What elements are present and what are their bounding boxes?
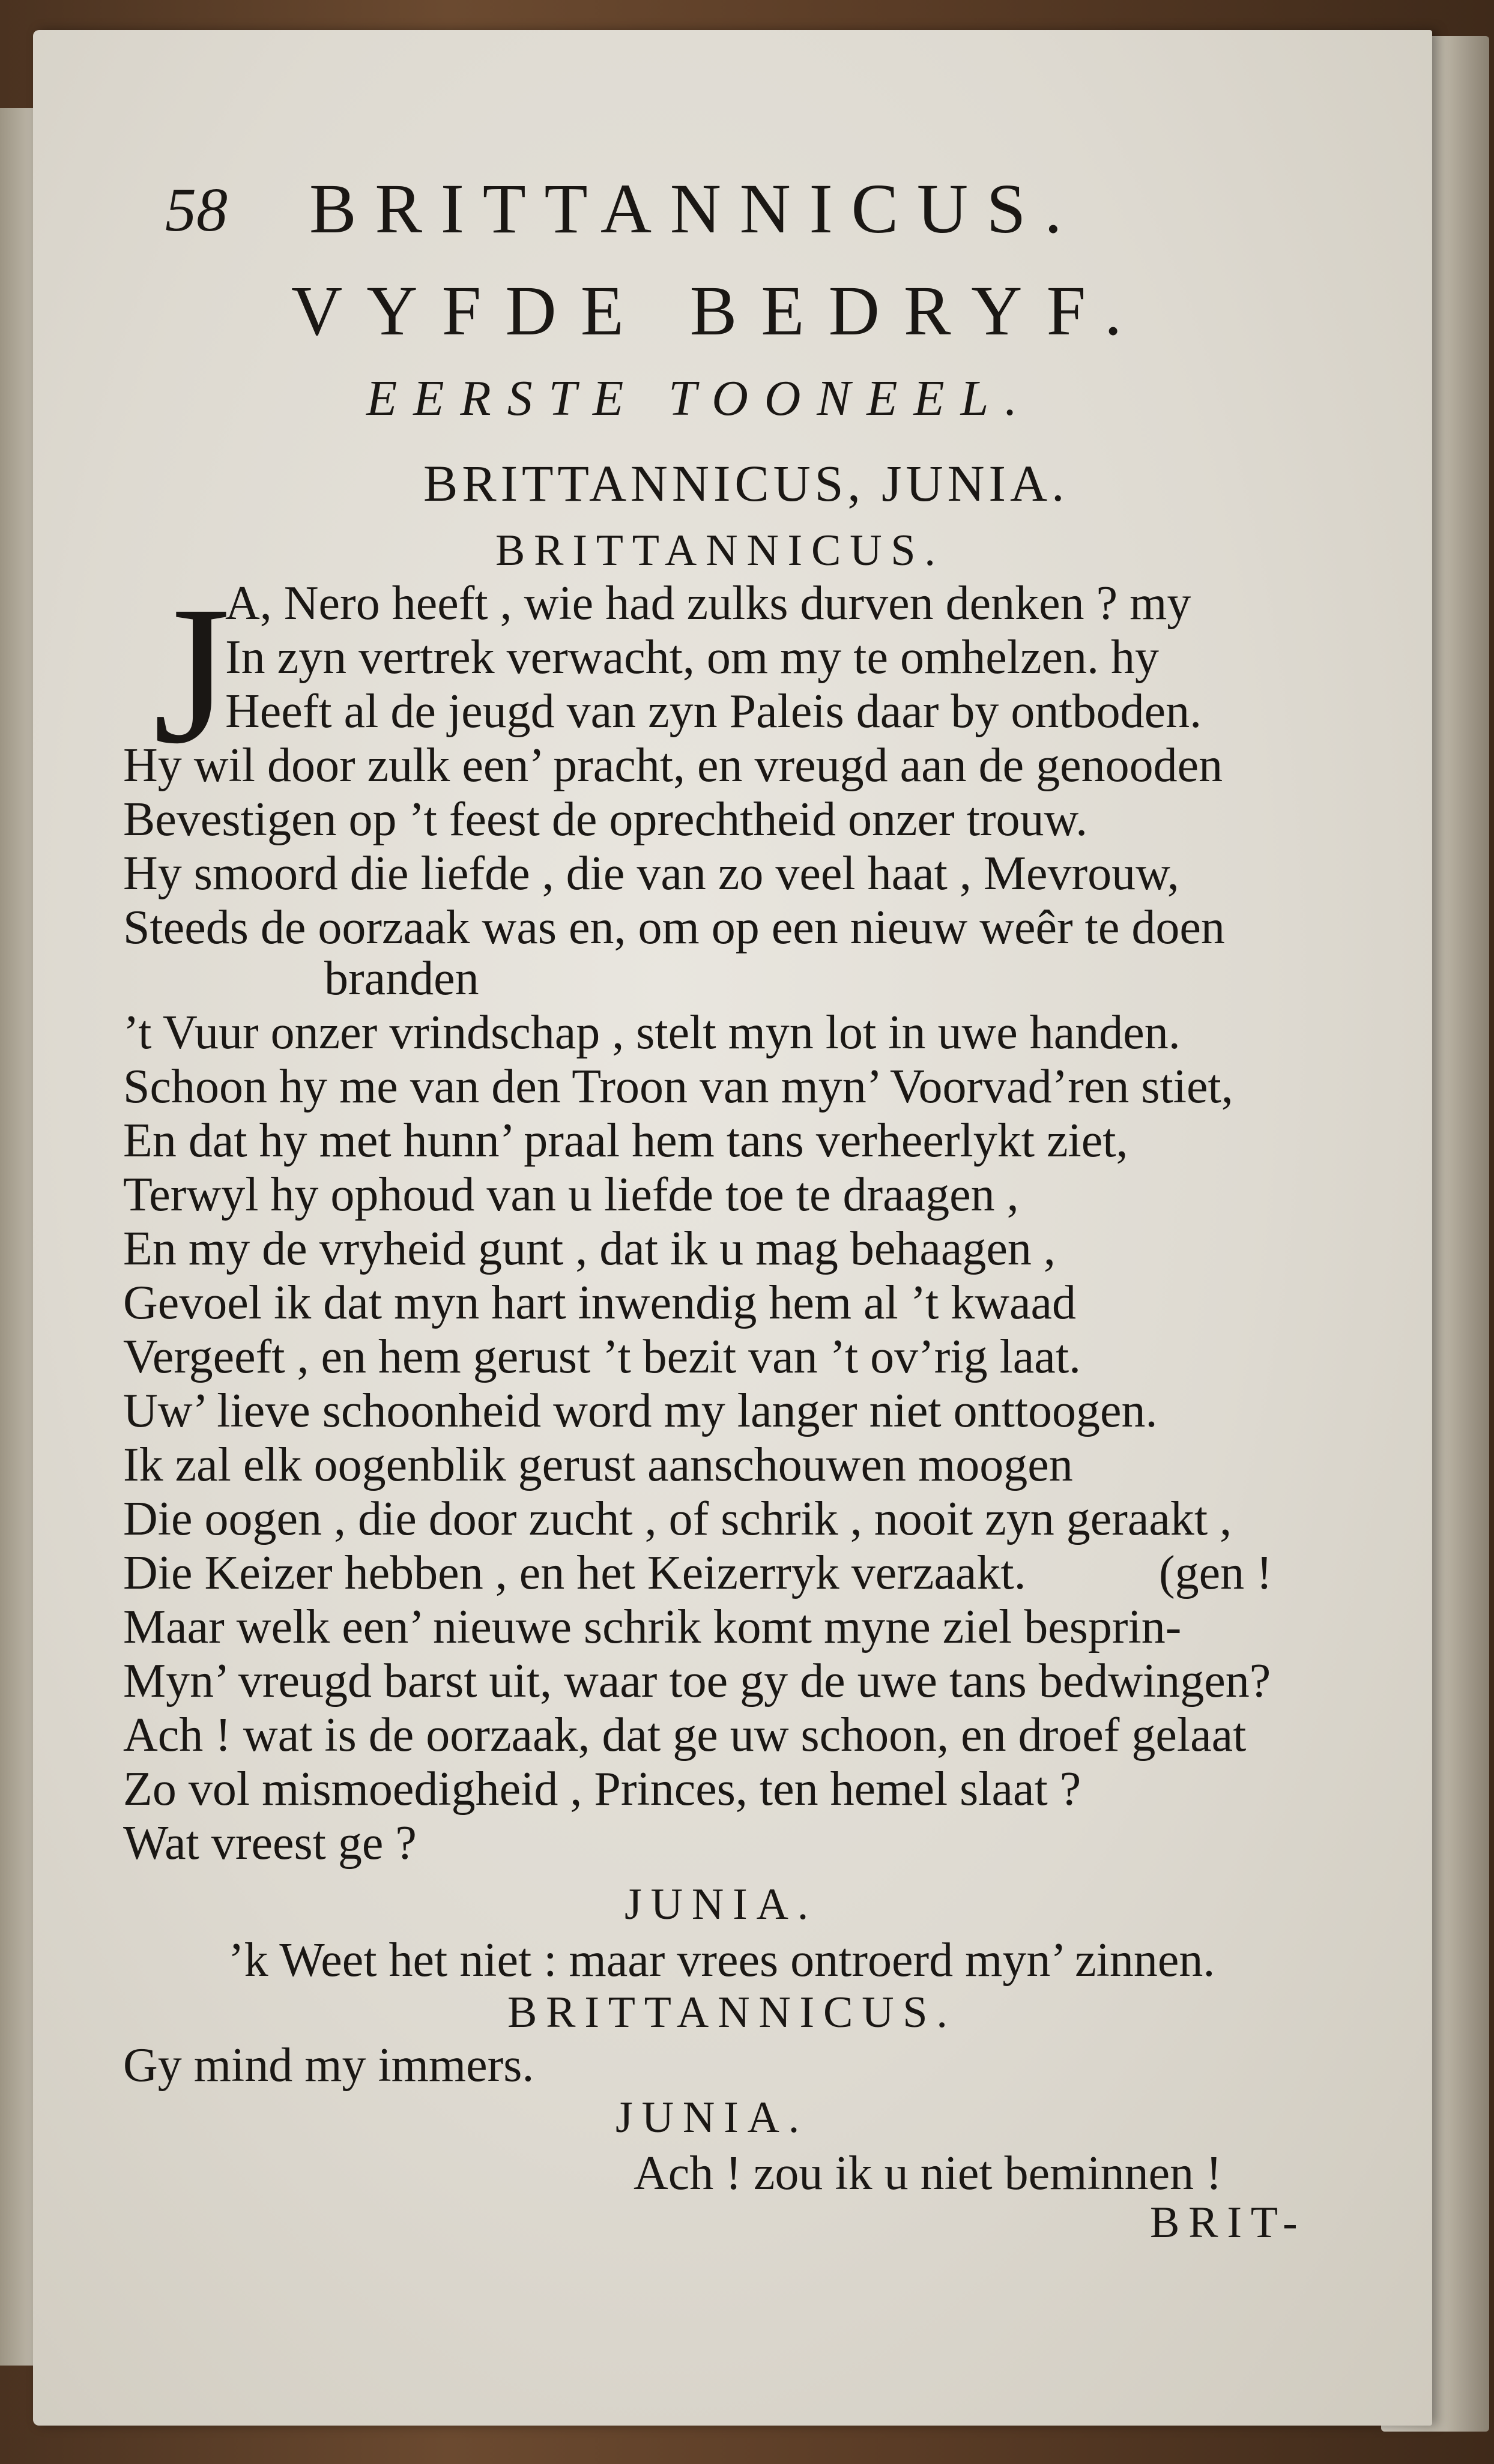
verse-line: Bevestigen op ’t feest de oprechtheid onzer trouw.	[123, 793, 1088, 846]
speaker-label: JUNIA.	[615, 2093, 809, 2142]
verse-line: Ik zal elk oogenblik gerust aanschouwen moogen	[123, 1439, 1073, 1491]
verse-line: En dat hy met hunn’ praal hem tans verheerlykt ziet,	[123, 1114, 1128, 1167]
drop-cap: J	[153, 566, 231, 785]
verse-line: Maar welk een’ nieuwe schrik komt myne ziel besprin-	[123, 1601, 1182, 1653]
verse-line: Wat vreest ge ?	[123, 1817, 417, 1870]
verse-line: Heeft al de jeugd van zyn Paleis daar by ontboden.	[225, 685, 1202, 738]
verse-line: Myn’ vreugd barst uit, waar toe gy de uwe tans bedwingen?	[123, 1655, 1271, 1708]
verse-line: Schoon hy me van den Troon van myn’ Voorvad’ren stiet,	[123, 1060, 1233, 1113]
scene-heading: EERSTE TOONEEL.	[366, 370, 1034, 426]
verse-line: En my de vryheid gunt , dat ik u mag behaagen ,	[123, 1222, 1056, 1275]
verse-line: Zo vol mismoedigheid , Princes, ten hemel slaat ?	[123, 1763, 1081, 1816]
act-heading: VYFDE BEDRYF.	[291, 271, 1146, 350]
speaker-label: JUNIA.	[625, 1880, 818, 1929]
page-number: 58	[165, 175, 228, 244]
speaker-label: BRITTANNICUS.	[507, 1988, 957, 2037]
running-head: BRITTANNICUS.	[309, 169, 1081, 248]
verse-line: Hy smoord die liefde , die van zo veel haat , Mevrouw,	[123, 847, 1179, 900]
verse-line: ’k Weet het niet : maar vrees ontroerd myn’ zinnen.	[228, 1934, 1215, 1987]
verse-line: Ach ! wat is de oorzaak, dat ge uw schoon, en droef gelaat	[123, 1709, 1247, 1762]
verse-line-turnover: (gen !	[1159, 1547, 1272, 1599]
catchword: BRIT-	[1150, 2198, 1307, 2247]
verse-line: Gevoel ik dat myn hart inwendig hem al ’t kwaad	[123, 1276, 1076, 1329]
verse-line: Gy mind my immers.	[123, 2039, 534, 2092]
verse-line: Die oogen , die door zucht , of schrik , nooit zyn geraakt ,	[123, 1493, 1232, 1545]
verse-line: Uw’ lieve schoonheid word my langer niet onttoogen.	[123, 1384, 1158, 1437]
speaker-label: BRITTANNICUS.	[495, 526, 945, 575]
verse-line: In zyn vertrek verwacht, om my te omhelzen. hy	[225, 631, 1159, 684]
verse-line: Steeds de oorzaak was en, om op een nieuw weêr te doen	[123, 901, 1225, 954]
verse-line: Terwyl hy ophoud van u liefde toe te draagen ,	[123, 1168, 1019, 1221]
book-page	[33, 30, 1432, 2426]
verse-line: A, Nero heeft , wie had zulks durven denken ? my	[225, 577, 1191, 630]
verse-line-turnover: branden	[324, 952, 479, 1005]
verse-line: Vergeeft , en hem gerust ’t bezit van ’t ov’rig laat.	[123, 1330, 1081, 1383]
verse-line: Hy wil door zulk een’ pracht, en vreugd aan de genooden	[123, 739, 1223, 792]
verse-line: Die Keizer hebben , en het Keizerryk verzaakt.	[123, 1547, 1026, 1599]
verse-line: ’t Vuur onzer vrindschap , stelt myn lot in uwe handen.	[123, 1006, 1181, 1059]
persons-of-scene: BRITTANNICUS, JUNIA.	[423, 454, 1069, 512]
verse-line: Ach ! zou ik u niet beminnen !	[634, 2147, 1222, 2200]
